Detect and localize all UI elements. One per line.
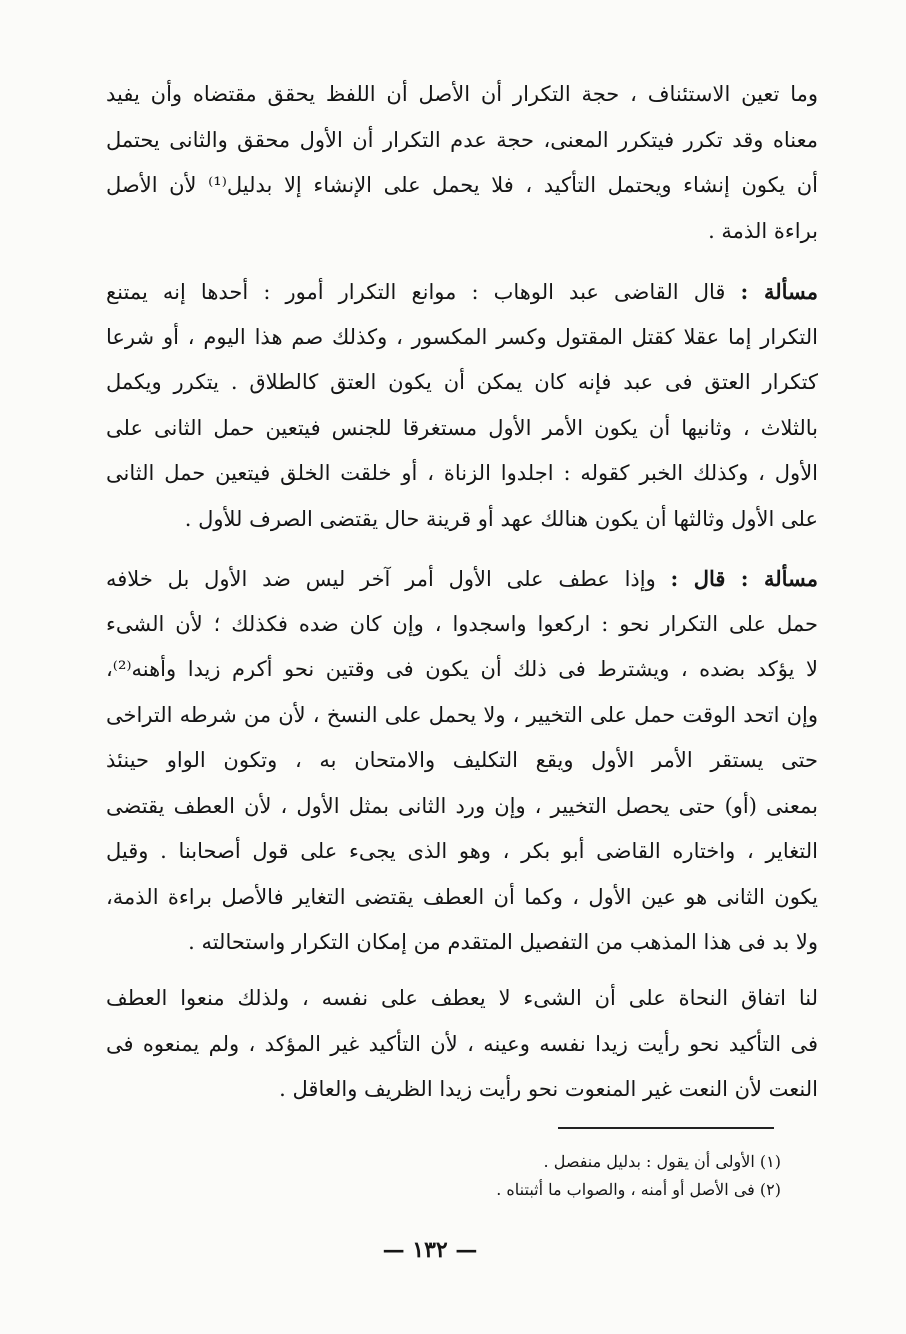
footnote-2: (٢) فى الأصل أو أمنه ، والصواب ما أثبتناه . (496, 1180, 781, 1199)
text-line: بالثلاث ، وثانيها أن يكون الأمر الأول مستغرقا للجنس فيتعين حمل الثانى على (106, 415, 818, 440)
footnote-1: (١) الأولى أن يقول : بدليل منفصل . (543, 1152, 781, 1171)
text-line: كتكرار العتق فى عبد فإنه كان يمكن أن يكون العتق كالطلاق . يتكرر ويكمل (106, 370, 818, 394)
paragraph-repetition-argument (106, 72, 818, 254)
text-line: لنا اتفاق النحاة على أن الشىء لا يعطف على نفسه ، ولذلك منعوا العطف (106, 986, 818, 1010)
text-line: بمعنى (أو) حتى يحصل التخيير ، وإن ورد الثانى بمثل الأول ، لأن العطف يقتضى (106, 793, 818, 818)
text-line: على الأول وثالثها أن يكون هنالك عهد أو قرينة حال يقتضى الصرف للأول . (184, 506, 818, 531)
masala-heading: مسألة : قال : (670, 566, 818, 591)
footnote-divider (558, 1127, 774, 1129)
text-line-rest: وإذا عطف على الأول أمر آخر ليس ضد الأول بل خلافه (106, 567, 656, 591)
text-line (106, 269, 818, 315)
text-line: أن يكون إنشاء ويحتمل التأكيد ، فلا يحمل على الإنشاء إلا بدليل⁽¹⁾ لأن الأصل (106, 173, 818, 197)
text-line: معناه وقد تكرر فيتكرر المعنى، حجة عدم التكرار أن الأول محقق والثانى يحتمل (106, 127, 818, 152)
page-number: — ١٣٢ — (382, 1237, 478, 1263)
paragraph-masala-conjunction (106, 556, 818, 966)
text-line: وما تعين الاستئناف ، حجة التكرار أن الأصل أن اللفظ يحقق مقتضاه وأن يفيد (106, 82, 818, 106)
text-line: التكرار إما عقلا كقتل المقتول وكسر المكسور ، وكذلك صم هذا اليوم ، أو شرعا (106, 324, 818, 349)
text-line: الأول ، وكذلك الخبر كقوله : اجلدوا الزناة ، أو خلقت الخلق فيتعين حمل الثانى (106, 461, 818, 485)
text-line (106, 556, 818, 602)
text-line: وإن اتحد الوقت حمل على التخيير ، ولا يحمل على النسخ ، لأن من شرطه التراخى (106, 702, 818, 727)
text-line: ولا بد فى هذا المذهب من التفصيل المتقدم من إمكان التكرار واستحالته . (188, 930, 818, 954)
paragraph-grammarians-argument (106, 976, 818, 1113)
text-line: لا يؤكد بضده ، ويشترط فى ذلك أن يكون فى وقتين نحو أكرم زيدا وأهنه⁽²⁾، (106, 657, 818, 681)
text-line-rest: قال القاضى عبد الوهاب : موانع التكرار أمور : أحدها إنه يمتنع (106, 280, 726, 304)
footnotes (261, 1148, 781, 1204)
text-line: التغاير ، واختاره القاضى أبو بكر ، وهو الذى يجىء على قول أصحابنا . وقيل (106, 839, 818, 863)
text-line: يكون الثانى هو عين الأول ، وكما أن العطف يقتضى التغاير فالأصل براءة الذمة، (106, 884, 818, 909)
masala-heading: مسألة : (740, 279, 818, 304)
text-line: حمل على التكرار نحو : اركعوا واسجدوا ، وإن كان ضده فكذلك ؛ لأن الشىء (106, 611, 818, 636)
text-line: النعت لأن النعت غير المنعوت نحو رأيت زيدا الظريف والعاقل . (279, 1077, 818, 1101)
paragraph-masala-abdulwahhab (106, 269, 818, 542)
text-line: براءة الذمة . (708, 218, 818, 243)
text-line: فى التأكيد نحو رأيت زيدا نفسه وعينه ، لأن التأكيد غير المؤكد ، ولم يمنعوه فى (106, 1031, 818, 1056)
text-line: حتى يستقر الأمر الأول ويقع التكليف والامتحان به ، وتكون الواو حينئذ (106, 748, 818, 772)
